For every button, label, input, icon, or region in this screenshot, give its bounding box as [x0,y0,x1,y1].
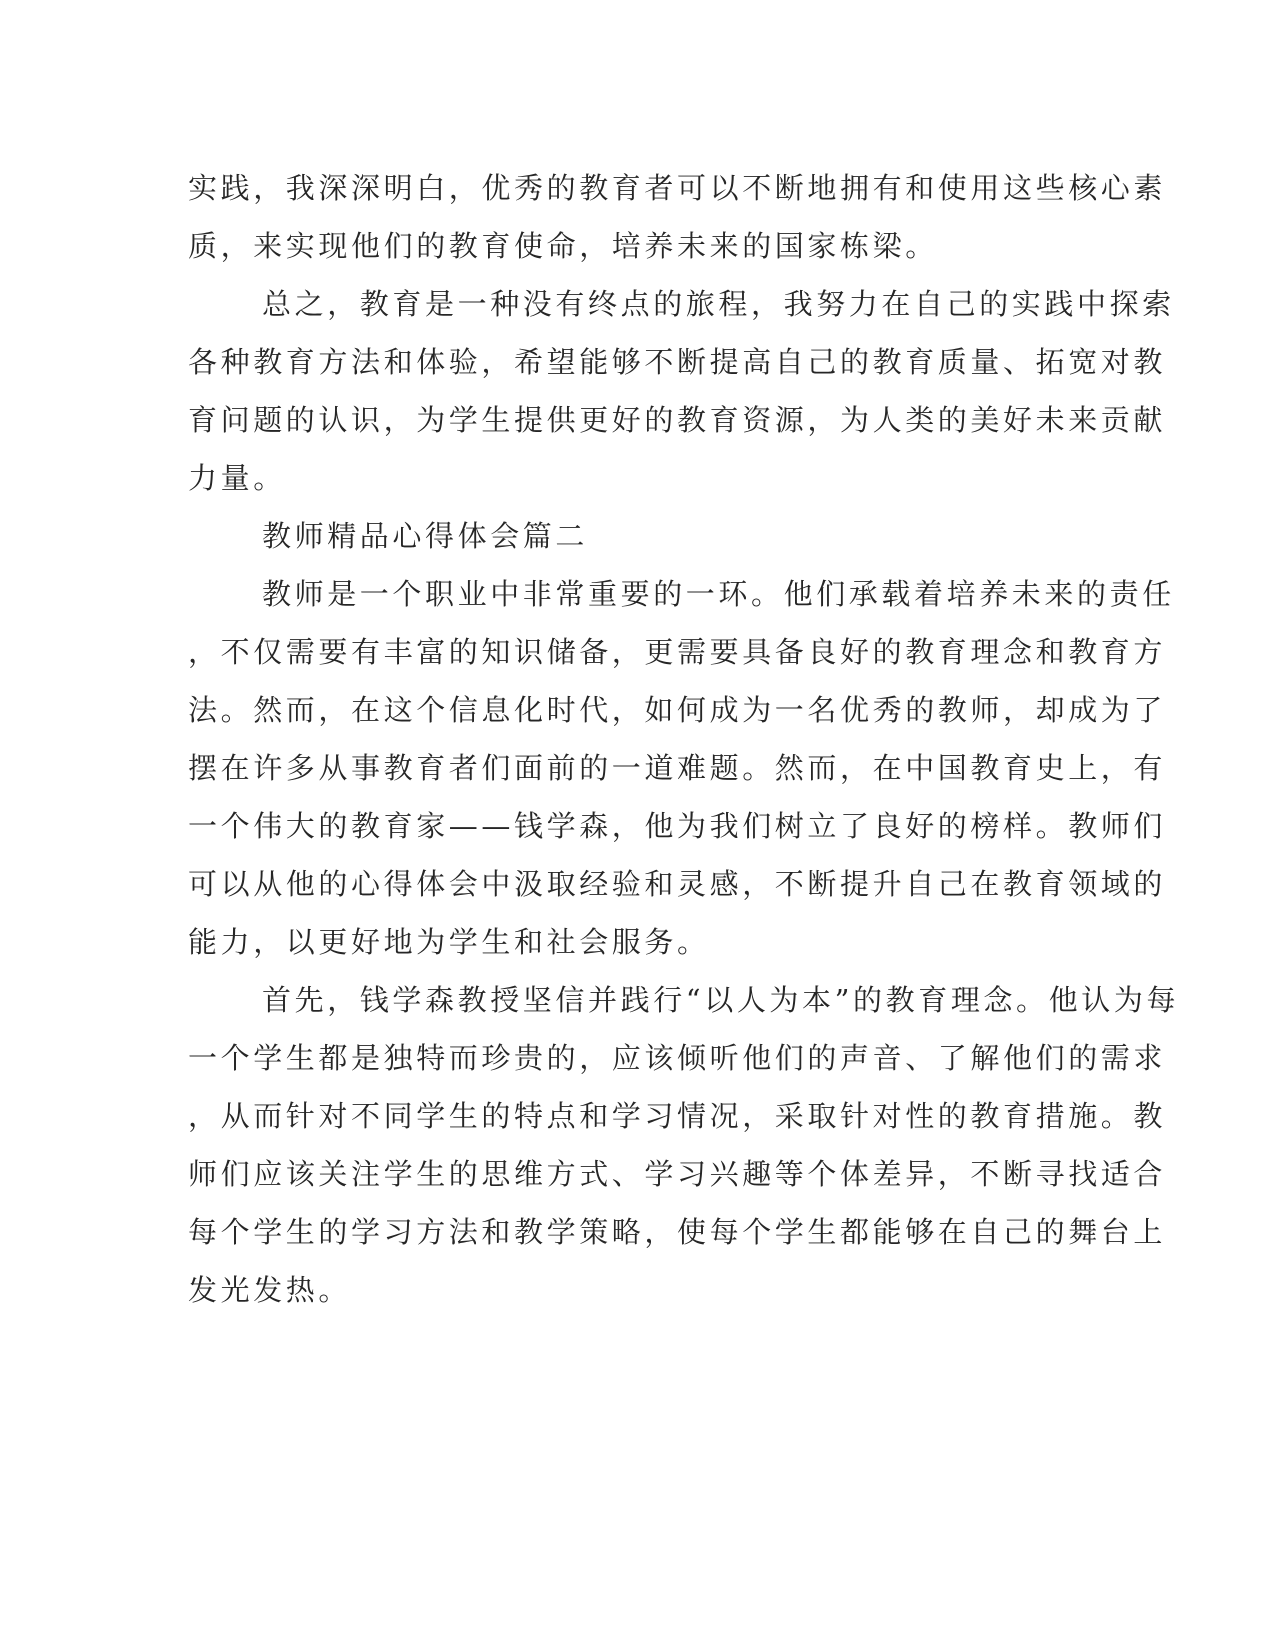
body-text-line: ，从而针对不同学生的特点和学习情况，采取针对性的教育措施。教 [188,1099,1167,1133]
body-text-line: 能力，以更好地为学生和社会服务。 [188,925,710,959]
body-text-line: 可以从他的心得体会中汲取经验和灵感，不断提升自己在教育领域的 [188,867,1167,901]
body-text-line: 各种教育方法和体验，希望能够不断提高自己的教育质量、拓宽对教 [188,345,1167,379]
paragraph-first-line: 总之，教育是一种没有终点的旅程，我努力在自己的实践中探索 [262,287,1175,321]
body-text-line: 法。然而，在这个信息化时代，如何成为一名优秀的教师，却成为了 [188,693,1167,727]
body-text-line: 摆在许多从事教育者们面前的一道难题。然而，在中国教育史上，有 [188,751,1167,785]
body-text-line: 力量。 [188,461,286,495]
body-text-line: 每个学生的学习方法和教学策略，使每个学生都能够在自己的舞台上 [188,1215,1167,1249]
paragraph-first-line: 教师是一个职业中非常重要的一环。他们承载着培养未来的责任 [262,577,1175,611]
section-heading: 教师精品心得体会篇二 [262,519,589,553]
paragraph-first-line: 首先，钱学森教授坚信并践行“以人为本”的教育理念。他认为每 [262,983,1180,1017]
body-text-line: ，不仅需要有丰富的知识储备，更需要具备良好的教育理念和教育方 [188,635,1167,669]
body-text-line: 一个伟大的教育家——钱学森，他为我们树立了良好的榜样。教师们 [188,809,1167,843]
body-text-line: 质，来实现他们的教育使命，培养未来的国家栋梁。 [188,229,938,263]
body-text-line: 发光发热。 [188,1273,352,1307]
body-text-line: 育问题的认识，为学生提供更好的教育资源，为人类的美好未来贡献 [188,403,1167,437]
body-text-line: 师们应该关注学生的思维方式、学习兴趣等个体差异，不断寻找适合 [188,1157,1167,1191]
body-text-line: 实践，我深深明白，优秀的教育者可以不断地拥有和使用这些核心素 [188,171,1167,205]
body-text-line: 一个学生都是独特而珍贵的，应该倾听他们的声音、了解他们的需求 [188,1041,1167,1075]
